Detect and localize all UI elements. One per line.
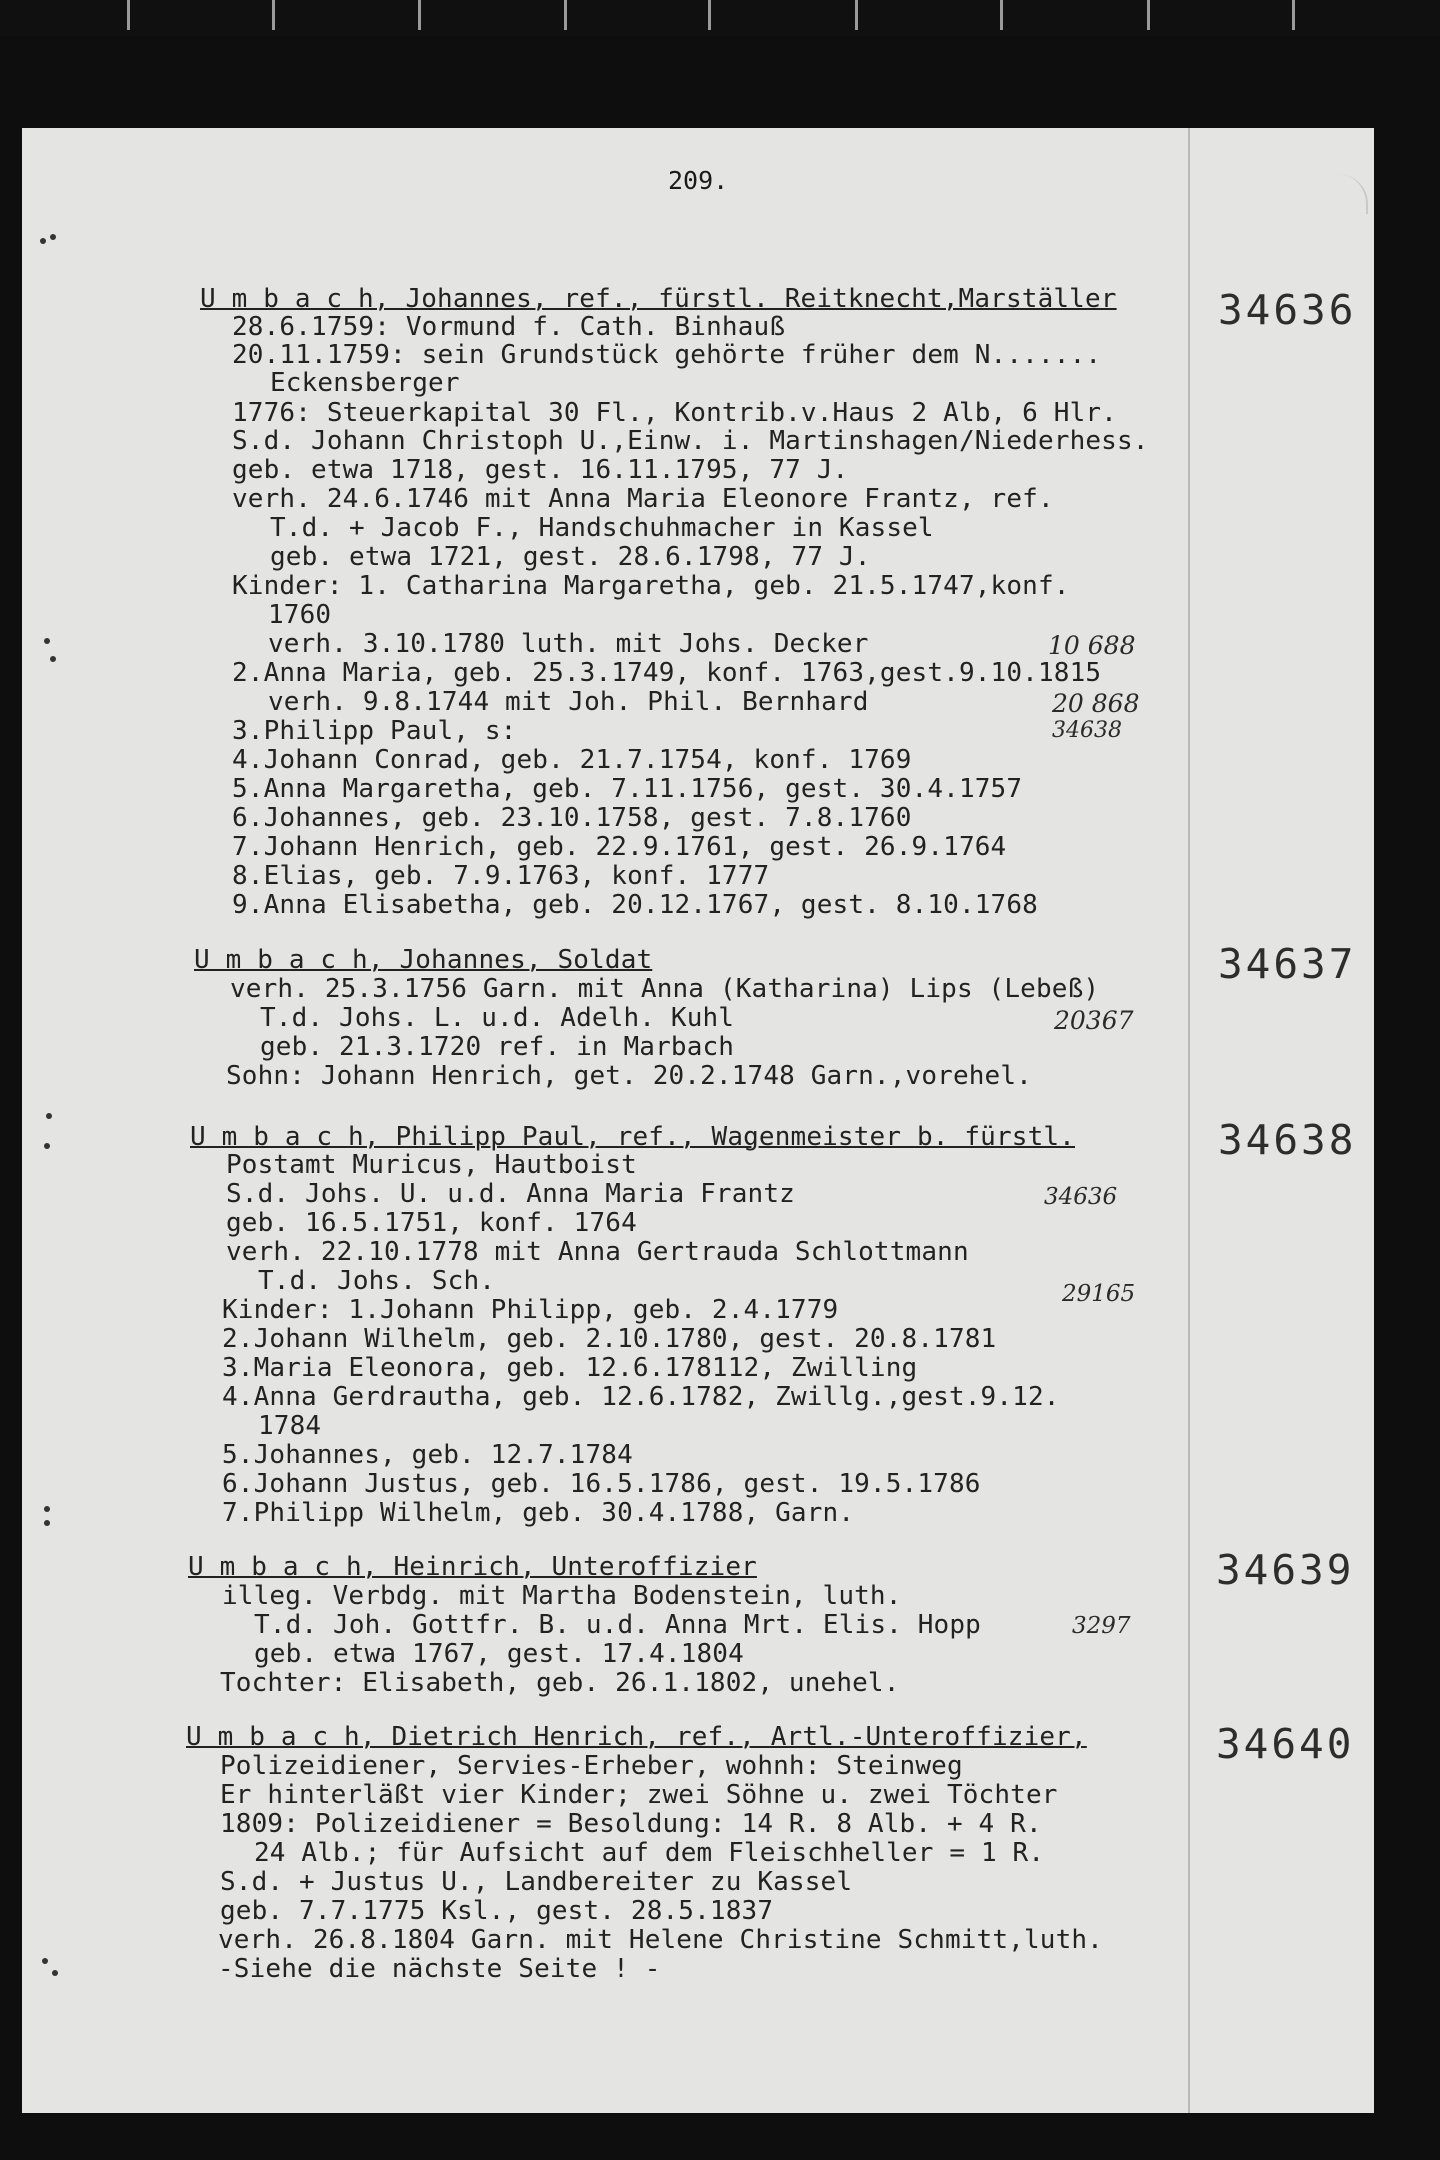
entry-line: verh. 25.3.1756 Garn. mit Anna (Katharina) Lips (Lebeß) [230, 974, 1100, 1004]
entry-line: Eckensberger [270, 368, 460, 398]
entry-line-heading: U m b a c h, Johannes, ref., fürstl. Reitknecht,Marställer [200, 284, 1117, 314]
entry-line: 9.Anna Elisabetha, geb. 20.12.1767, gest. 8.10.1768 [232, 890, 1038, 920]
handwritten-note: 34636 [1044, 1184, 1118, 1210]
entry-line-heading: U m b a c h, Johannes, Soldat [194, 945, 653, 975]
entry-line: geb. etwa 1767, gest. 17.4.1804 [254, 1639, 744, 1669]
entry-line: 1809: Polizeidiener = Besoldung: 14 R. 8 Alb. + 4 R. [220, 1809, 1042, 1839]
entry-line: 20.11.1759: sein Grundstück gehörte früher dem N....... [232, 340, 1102, 370]
entry-line: 8.Elias, geb. 7.9.1763, konf. 1777 [232, 861, 770, 891]
entry-line: verh. 26.8.1804 Garn. mit Helene Christine Schmitt,luth. [218, 1925, 1103, 1955]
entry-line: Postamt Muricus, Hautboist [226, 1150, 637, 1180]
entry-line: 1760 [268, 600, 332, 630]
entry-line: verh. 3.10.1780 luth. mit Johs. Decker [268, 629, 869, 659]
entry-line: 7.Johann Henrich, geb. 22.9.1761, gest. 26.9.1764 [232, 832, 1007, 862]
punch-hole [44, 638, 50, 644]
pencil-mark [1338, 174, 1368, 214]
entry-line: 3.Philipp Paul, s: [232, 716, 517, 746]
entry-line: Er hinterläßt vier Kinder; zwei Söhne u. zwei Töchter [220, 1780, 1058, 1810]
handwritten-note: 3297 [1072, 1613, 1131, 1639]
handwritten-note: 10 688 [1048, 631, 1136, 660]
entry-id: 34639 [1216, 1546, 1355, 1594]
margin-rule [1188, 128, 1190, 2113]
entry-id: 34638 [1218, 1116, 1357, 1164]
entry-id: 34637 [1218, 940, 1357, 988]
entry-line: 3.Maria Eleonora, geb. 12.6.178112, Zwilling [222, 1353, 918, 1383]
handwritten-note: 29165 [1062, 1281, 1136, 1307]
entry-line: geb. etwa 1718, gest. 16.11.1795, 77 J. [232, 455, 849, 485]
page-number: 209. [668, 166, 729, 195]
entry-line: geb. 16.5.1751, konf. 1764 [226, 1208, 637, 1238]
entry-line: geb. etwa 1721, gest. 28.6.1798, 77 J. [270, 542, 871, 572]
punch-hole [44, 1143, 50, 1149]
entry-line: 4.Johann Conrad, geb. 21.7.1754, konf. 1769 [232, 745, 912, 775]
punch-hole [42, 1958, 48, 1964]
punch-hole [44, 1506, 50, 1512]
entry-line: geb. 7.7.1775 Ksl., gest. 28.5.1837 [220, 1896, 774, 1926]
entry-line: Tochter: Elisabeth, geb. 26.1.1802, unehel. [220, 1668, 900, 1698]
entry-line: 1784 [258, 1411, 322, 1441]
entry-line: 5.Anna Margaretha, geb. 7.11.1756, gest. 30.4.1757 [232, 774, 1023, 804]
entry-line: verh. 22.10.1778 mit Anna Gertrauda Schlottmann [226, 1237, 969, 1267]
punch-hole [46, 1113, 52, 1119]
entry-line: Polizeidiener, Servies-Erheber, wohnh: Steinweg [220, 1751, 963, 1781]
entry-line: 4.Anna Gerdrautha, geb. 12.6.1782, Zwillg.,gest.9.12. [222, 1382, 1060, 1412]
entry-line: 1776: Steuerkapital 30 Fl., Kontrib.v.Haus 2 Alb, 6 Hlr. [232, 398, 1117, 428]
entry-line: geb. 21.3.1720 ref. in Marbach [260, 1032, 735, 1062]
entry-line: 6.Johannes, geb. 23.10.1758, gest. 7.8.1760 [232, 803, 912, 833]
entry-line: T.d. + Jacob F., Handschuhmacher in Kassel [270, 513, 934, 543]
entry-line-heading: U m b a c h, Dietrich Henrich, ref., Artl.-Unteroffizier, [186, 1722, 1087, 1752]
handwritten-note: 20367 [1054, 1006, 1134, 1035]
entry-line: T.d. Johs. L. u.d. Adelh. Kuhl [260, 1003, 735, 1033]
entry-line: 7.Philipp Wilhelm, geb. 30.4.1788, Garn. [222, 1498, 855, 1528]
entry-line: T.d. Joh. Gottfr. B. u.d. Anna Mrt. Elis. Hopp [254, 1610, 981, 1640]
film-strip [0, 0, 1440, 36]
entry-line: verh. 9.8.1744 mit Joh. Phil. Bernhard [268, 687, 869, 717]
entry-line: 24 Alb.; für Aufsicht auf dem Fleischheller = 1 R. [254, 1838, 1045, 1868]
entry-line: verh. 24.6.1746 mit Anna Maria Eleonore Frantz, ref. [232, 484, 1054, 514]
entry-line: S.d. + Justus U., Landbereiter zu Kassel [220, 1867, 853, 1897]
entry-line: Kinder: 1. Catharina Margaretha, geb. 21.5.1747,konf. [232, 571, 1070, 601]
entry-id: 34636 [1218, 286, 1357, 334]
entry-line: illeg. Verbdg. mit Martha Bodenstein, luth. [222, 1581, 902, 1611]
punch-hole [52, 1970, 58, 1976]
entry-id: 34640 [1216, 1720, 1355, 1768]
index-card-page [22, 128, 1374, 2113]
punch-hole [44, 1520, 50, 1526]
entry-line: 2.Johann Wilhelm, geb. 2.10.1780, gest. 20.8.1781 [222, 1324, 997, 1354]
entry-line: S.d. Johs. U. u.d. Anna Maria Frantz [226, 1179, 795, 1209]
entry-line: Sohn: Johann Henrich, get. 20.2.1748 Garn.,vorehel. [226, 1061, 1032, 1091]
entry-line: S.d. Johann Christoph U.,Einw. i. Martinshagen/Niederhess. [232, 426, 1149, 456]
entry-line: 28.6.1759: Vormund f. Cath. Binhauß [232, 312, 786, 342]
entry-line: 6.Johann Justus, geb. 16.5.1786, gest. 19.5.1786 [222, 1469, 981, 1499]
entry-line: Kinder: 1.Johann Philipp, geb. 2.4.1779 [222, 1295, 839, 1325]
entry-line-heading: U m b a c h, Heinrich, Unteroffizier [188, 1552, 757, 1582]
punch-hole [50, 656, 56, 662]
entry-line: -Siehe die nächste Seite ! - [218, 1954, 661, 1984]
entry-line: 2.Anna Maria, geb. 25.3.1749, konf. 1763,gest.9.10.1815 [232, 658, 1102, 688]
entry-line: T.d. Johs. Sch. [258, 1266, 496, 1296]
entry-line: 5.Johannes, geb. 12.7.1784 [222, 1440, 633, 1470]
handwritten-note: 20 868 [1052, 689, 1140, 718]
handwritten-note: 34638 [1052, 718, 1122, 743]
punch-hole [50, 234, 56, 240]
punch-hole [40, 238, 46, 244]
entry-line-heading: U m b a c h, Philipp Paul, ref., Wagenmeister b. fürstl. [190, 1122, 1075, 1152]
